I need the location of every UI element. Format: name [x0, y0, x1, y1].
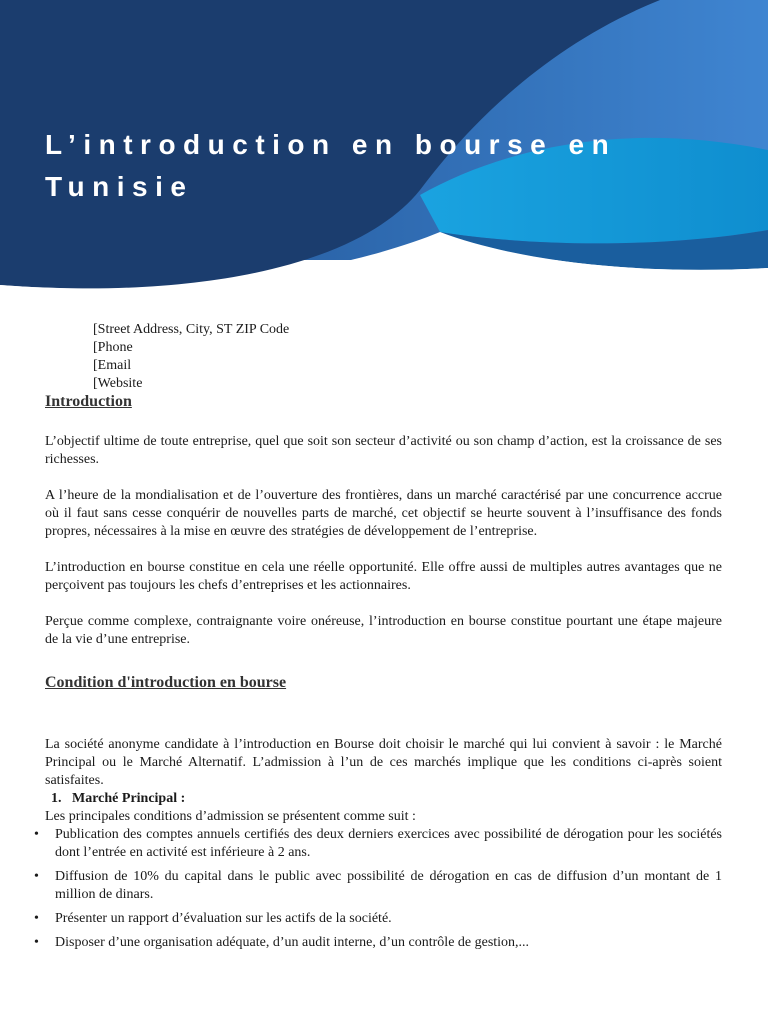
intro-paragraph-2: A l’heure de la mondialisation et de l’ouverture des frontières, dans un marché caractérisé par une concurrence accrue où il faut sans cesse conquérir de nouvelles parts de marché, cet objectif se heurte souvent à l’insuffisance des fonds propres, nécessaires à la mise en œuvre des stratégies de développement de l’entreprise. [45, 488, 722, 539]
document-title [45, 124, 745, 208]
list-item: • Publication des comptes annuels certifiés des deux derniers exercices avec possibilité de dérogation pour les sociétés dont l’entrée en activité est inférieure à 2 ans. [45, 826, 722, 862]
title-line-1: L’introduction en bourse en [45, 129, 617, 160]
intro-paragraph-4: Perçue comme complexe, contraignante voire onéreuse, l’introduction en bourse constitue pourtant une étape majeure de la vie d’une entreprise. [45, 614, 722, 647]
website-placeholder: [Website [93, 376, 143, 391]
email-placeholder: [Email [93, 358, 132, 373]
title-line-2: Tunisie [45, 171, 194, 202]
document-body [45, 393, 722, 958]
phone-placeholder: [Phone [93, 340, 133, 355]
introduction-heading: Introduction [45, 393, 132, 410]
conditions-list [45, 826, 722, 952]
list-item: • Disposer d’une organisation adéquate, d’un audit interne, d’un contrôle de gestion,... [45, 934, 722, 952]
intro-paragraph-1: L’objectif ultime de toute entreprise, quel que soit son secteur d’activité ou son champ d’action, est la croissance de ses richesses. [45, 434, 722, 467]
list-heading: 1. Marché Principal : [51, 791, 186, 806]
list-item: • Diffusion de 10% du capital dans le public avec possibilité de dérogation en cas de diffusion d’un montant de 1 million de dinars. [45, 868, 722, 904]
address-block [93, 321, 289, 393]
conditions-paragraph: La société anonyme candidate à l’introduction en Bourse doit choisir le marché qui lui convient à savoir : le Marché Principal ou le Marché Alternatif. L’admission à l’un de ces marchés implique que les conditions ci-après soient satisfaites. [45, 737, 722, 788]
intro-paragraph-3: L’introduction en bourse constitue en cela une réelle opportunité. Elle offre aussi de multiples autres avantages que ne perçoivent pas toujours les chefs d’entreprises et les actionnaires. [45, 560, 722, 593]
list-item: • Présenter un rapport d’évaluation sur les actifs de la société. [45, 910, 722, 928]
list-intro: Les principales conditions d’admission se présentent comme suit : [45, 809, 416, 824]
conditions-heading: Condition d'introduction en bourse [45, 674, 287, 691]
street-address: [Street Address, City, ST ZIP Code [93, 322, 290, 337]
